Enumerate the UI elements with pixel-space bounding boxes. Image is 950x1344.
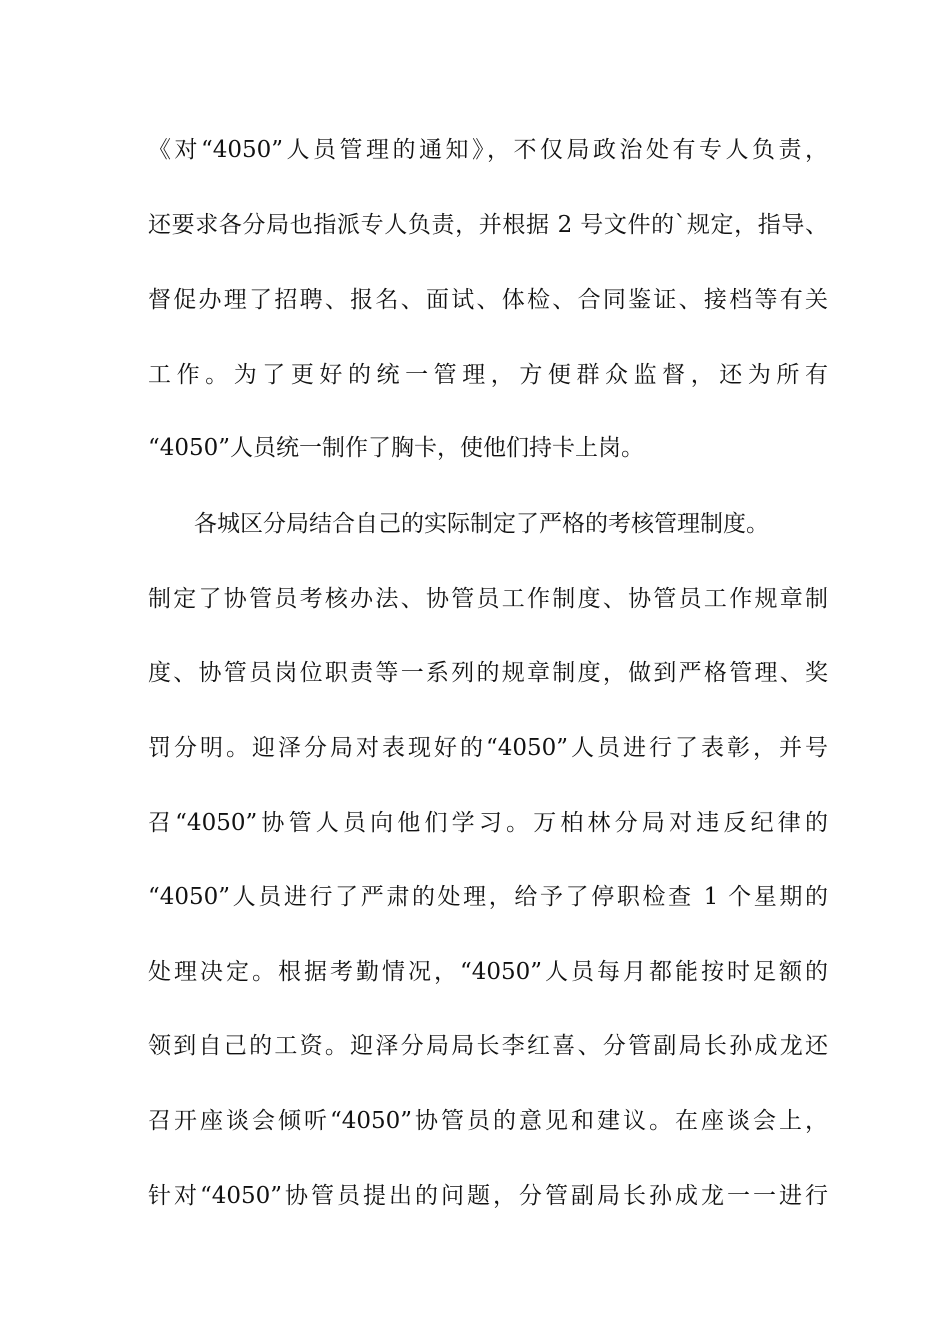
text-line-2: 还要求各分局也指派专人负责，并根据 2 号文件的`规定，指导、 (148, 212, 828, 238)
text-line-8: 度、协管员岗位职责等一系列的规章制度，做到严格管理、奖 (148, 660, 828, 686)
text-line-3: 督促办理了招聘、报名、面试、体检、合同鉴证、接档等有关 (148, 287, 828, 313)
text-line-1: 《对“4050”人员管理的通知》，不仅局政治处有专人负责， (148, 137, 828, 163)
text-line-9: 罚分明。迎泽分局对表现好的“4050”人员进行了表彰，并号 (148, 735, 828, 761)
text-line-10: 召“4050”协管人员向他们学习。万柏林分局对违反纪律的 (148, 810, 828, 836)
text-line-4: 工作。为了更好的统一管理，方便群众监督，还为所有 (148, 362, 828, 388)
paragraph-first-line: 各城区分局结合自己的实际制定了严格的考核管理制度。 (194, 511, 769, 537)
text-line-15: 针对“4050”协管员提出的问题，分管副局长孙成龙一一进行 (148, 1183, 828, 1209)
text-line-12: 处理决定。根据考勤情况，“4050”人员每月都能按时足额的 (148, 959, 828, 985)
text-line-13: 领到自己的工资。迎泽分局局长李红喜、分管副局长孙成龙还 (148, 1033, 828, 1059)
text-line-14: 召开座谈会倾听“4050”协管员的意见和建议。在座谈会上， (148, 1108, 828, 1134)
text-line-11: “4050”人员进行了严肃的处理，给予了停职检查 1 个星期的 (148, 884, 828, 910)
text-line-5: “4050”人员统一制作了胸卡，使他们持卡上岗。 (148, 435, 645, 461)
text-line-7: 制定了协管员考核办法、协管员工作制度、协管员工作规章制 (148, 586, 828, 612)
